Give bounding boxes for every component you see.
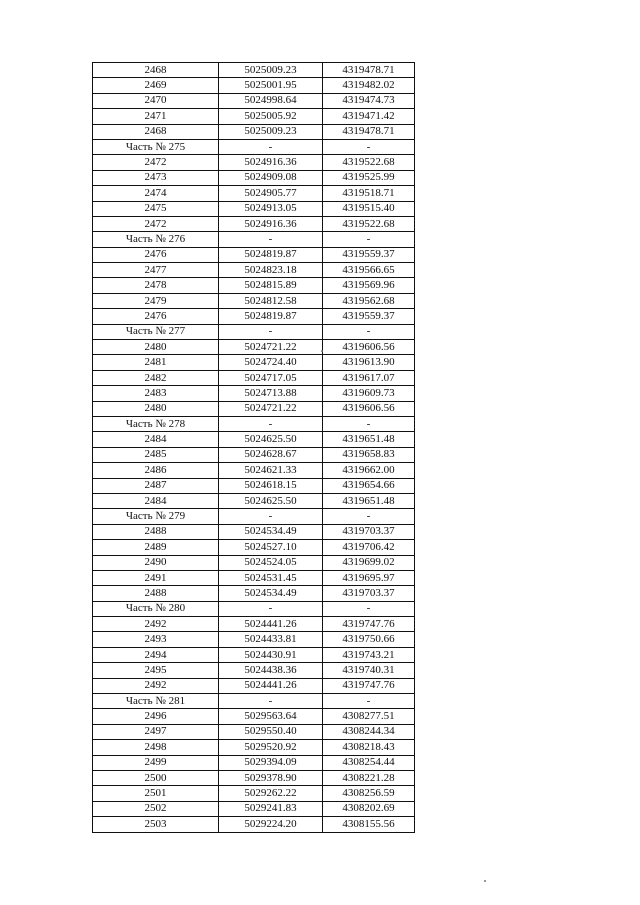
y-coordinate-cell: 4319606.56 bbox=[323, 340, 415, 355]
table-row bbox=[93, 786, 415, 801]
point-number-cell: 2501 bbox=[93, 786, 219, 801]
point-number-cell: Часть № 280 bbox=[93, 601, 219, 616]
x-coordinate-cell: 5024531.45 bbox=[219, 570, 323, 585]
point-number-cell: 2482 bbox=[93, 370, 219, 385]
point-number-cell: 2470 bbox=[93, 93, 219, 108]
point-number-cell: 2480 bbox=[93, 401, 219, 416]
table-row bbox=[93, 124, 415, 139]
point-number-cell: 2468 bbox=[93, 63, 219, 78]
table-row bbox=[93, 755, 415, 770]
y-coordinate-cell: 4319474.73 bbox=[323, 93, 415, 108]
x-coordinate-cell: 5029394.09 bbox=[219, 755, 323, 770]
point-number-cell: 2488 bbox=[93, 524, 219, 539]
table-row bbox=[93, 186, 415, 201]
x-coordinate-cell: 5024441.26 bbox=[219, 617, 323, 632]
x-coordinate-cell: 5024441.26 bbox=[219, 678, 323, 693]
y-coordinate-cell: 4319478.71 bbox=[323, 63, 415, 78]
x-coordinate-cell: 5024905.77 bbox=[219, 186, 323, 201]
point-number-cell: 2498 bbox=[93, 740, 219, 755]
table-row bbox=[93, 416, 415, 431]
y-coordinate-cell: 4319562.68 bbox=[323, 293, 415, 308]
x-coordinate-cell: 5029262.22 bbox=[219, 786, 323, 801]
x-coordinate-cell: 5024815.89 bbox=[219, 278, 323, 293]
y-coordinate-cell: 4319651.48 bbox=[323, 493, 415, 508]
point-number-cell: 2474 bbox=[93, 186, 219, 201]
point-number-cell: 2475 bbox=[93, 201, 219, 216]
x-coordinate-cell: - bbox=[219, 509, 323, 524]
y-coordinate-cell: 4308254.44 bbox=[323, 755, 415, 770]
x-coordinate-cell: 5024621.33 bbox=[219, 463, 323, 478]
table-row bbox=[93, 278, 415, 293]
table-row bbox=[93, 355, 415, 370]
y-coordinate-cell: 4308256.59 bbox=[323, 786, 415, 801]
table-row bbox=[93, 770, 415, 785]
y-coordinate-cell: 4319651.48 bbox=[323, 432, 415, 447]
table-row bbox=[93, 109, 415, 124]
y-coordinate-cell: 4319662.00 bbox=[323, 463, 415, 478]
x-coordinate-cell: 5024625.50 bbox=[219, 493, 323, 508]
table-row bbox=[93, 447, 415, 462]
point-number-cell: 2489 bbox=[93, 540, 219, 555]
y-coordinate-cell: 4319525.99 bbox=[323, 170, 415, 185]
table-row bbox=[93, 540, 415, 555]
point-number-cell: 2480 bbox=[93, 340, 219, 355]
table-row bbox=[93, 370, 415, 385]
x-coordinate-cell: - bbox=[219, 232, 323, 247]
y-coordinate-cell: 4319559.37 bbox=[323, 247, 415, 262]
table-row bbox=[93, 617, 415, 632]
y-coordinate-cell: 4319569.96 bbox=[323, 278, 415, 293]
table-row bbox=[93, 232, 415, 247]
x-coordinate-cell: 5025005.92 bbox=[219, 109, 323, 124]
x-coordinate-cell: 5029224.20 bbox=[219, 817, 323, 832]
y-coordinate-cell: 4308277.51 bbox=[323, 709, 415, 724]
point-number-cell: 2476 bbox=[93, 247, 219, 262]
table-row bbox=[93, 463, 415, 478]
y-coordinate-cell: 4319471.42 bbox=[323, 109, 415, 124]
y-coordinate-cell: 4319566.65 bbox=[323, 263, 415, 278]
y-coordinate-cell: 4308202.69 bbox=[323, 801, 415, 816]
y-coordinate-cell: 4308218.43 bbox=[323, 740, 415, 755]
point-number-cell: Часть № 278 bbox=[93, 416, 219, 431]
table-row bbox=[93, 78, 415, 93]
y-coordinate-cell: 4319522.68 bbox=[323, 155, 415, 170]
table-row bbox=[93, 293, 415, 308]
point-number-cell: Часть № 276 bbox=[93, 232, 219, 247]
y-coordinate-cell: 4319522.68 bbox=[323, 216, 415, 231]
table-row bbox=[93, 586, 415, 601]
point-number-cell: 2487 bbox=[93, 478, 219, 493]
x-coordinate-cell: 5025009.23 bbox=[219, 124, 323, 139]
x-coordinate-cell: 5024625.50 bbox=[219, 432, 323, 447]
table-row bbox=[93, 401, 415, 416]
y-coordinate-cell: 4319613.90 bbox=[323, 355, 415, 370]
point-number-cell: 2469 bbox=[93, 78, 219, 93]
table-row bbox=[93, 509, 415, 524]
point-number-cell: 2477 bbox=[93, 263, 219, 278]
y-coordinate-cell: 4308155.56 bbox=[323, 817, 415, 832]
point-number-cell: 2490 bbox=[93, 555, 219, 570]
scan-speck bbox=[484, 880, 486, 882]
y-coordinate-cell: 4319518.71 bbox=[323, 186, 415, 201]
y-coordinate-cell: - bbox=[323, 139, 415, 154]
y-coordinate-cell: 4319743.21 bbox=[323, 647, 415, 662]
x-coordinate-cell: 5024913.05 bbox=[219, 201, 323, 216]
y-coordinate-cell: - bbox=[323, 694, 415, 709]
table-row bbox=[93, 478, 415, 493]
point-number-cell: 2488 bbox=[93, 586, 219, 601]
x-coordinate-cell: 5024916.36 bbox=[219, 155, 323, 170]
x-coordinate-cell: 5024721.22 bbox=[219, 340, 323, 355]
x-coordinate-cell: 5024812.58 bbox=[219, 293, 323, 308]
y-coordinate-cell: 4319654.66 bbox=[323, 478, 415, 493]
point-number-cell: Часть № 279 bbox=[93, 509, 219, 524]
y-coordinate-cell: 4319747.76 bbox=[323, 617, 415, 632]
x-coordinate-cell: - bbox=[219, 601, 323, 616]
point-number-cell: 2503 bbox=[93, 817, 219, 832]
point-number-cell: 2496 bbox=[93, 709, 219, 724]
point-number-cell: 2484 bbox=[93, 493, 219, 508]
x-coordinate-cell: - bbox=[219, 139, 323, 154]
point-number-cell: 2485 bbox=[93, 447, 219, 462]
point-number-cell: 2468 bbox=[93, 124, 219, 139]
y-coordinate-cell: 4319747.76 bbox=[323, 678, 415, 693]
x-coordinate-cell: 5024527.10 bbox=[219, 540, 323, 555]
point-number-cell: Часть № 277 bbox=[93, 324, 219, 339]
point-number-cell: 2486 bbox=[93, 463, 219, 478]
x-coordinate-cell: 5025009.23 bbox=[219, 63, 323, 78]
table-row bbox=[93, 63, 415, 78]
point-number-cell: 2484 bbox=[93, 432, 219, 447]
y-coordinate-cell: - bbox=[323, 232, 415, 247]
table-row bbox=[93, 263, 415, 278]
point-number-cell: 2479 bbox=[93, 293, 219, 308]
table-row bbox=[93, 663, 415, 678]
scan-speck bbox=[321, 350, 323, 352]
y-coordinate-cell: 4319703.37 bbox=[323, 524, 415, 539]
x-coordinate-cell: 5024713.88 bbox=[219, 386, 323, 401]
table-row bbox=[93, 570, 415, 585]
point-number-cell: 2476 bbox=[93, 309, 219, 324]
point-number-cell: 2492 bbox=[93, 617, 219, 632]
x-coordinate-cell: 5029520.92 bbox=[219, 740, 323, 755]
table-row bbox=[93, 524, 415, 539]
y-coordinate-cell: - bbox=[323, 601, 415, 616]
x-coordinate-cell: 5029563.64 bbox=[219, 709, 323, 724]
point-number-cell: 2481 bbox=[93, 355, 219, 370]
point-number-cell: Часть № 275 bbox=[93, 139, 219, 154]
point-number-cell: 2473 bbox=[93, 170, 219, 185]
table-row bbox=[93, 324, 415, 339]
x-coordinate-cell: - bbox=[219, 416, 323, 431]
x-coordinate-cell: 5024438.36 bbox=[219, 663, 323, 678]
table-row bbox=[93, 309, 415, 324]
point-number-cell: 2483 bbox=[93, 386, 219, 401]
table-row bbox=[93, 817, 415, 832]
coordinates-table bbox=[92, 62, 415, 833]
point-number-cell: 2492 bbox=[93, 678, 219, 693]
x-coordinate-cell: 5024534.49 bbox=[219, 586, 323, 601]
table-row bbox=[93, 601, 415, 616]
point-number-cell: Часть № 281 bbox=[93, 694, 219, 709]
point-number-cell: 2499 bbox=[93, 755, 219, 770]
x-coordinate-cell: - bbox=[219, 694, 323, 709]
coordinates-table-body bbox=[93, 63, 415, 833]
point-number-cell: 2494 bbox=[93, 647, 219, 662]
point-number-cell: 2500 bbox=[93, 770, 219, 785]
x-coordinate-cell: 5029550.40 bbox=[219, 724, 323, 739]
y-coordinate-cell: 4319478.71 bbox=[323, 124, 415, 139]
y-coordinate-cell: 4319695.97 bbox=[323, 570, 415, 585]
y-coordinate-cell: 4308221.28 bbox=[323, 770, 415, 785]
x-coordinate-cell: 5024721.22 bbox=[219, 401, 323, 416]
x-coordinate-cell: 5024819.87 bbox=[219, 309, 323, 324]
table-row bbox=[93, 740, 415, 755]
y-coordinate-cell: - bbox=[323, 509, 415, 524]
x-coordinate-cell: 5024628.67 bbox=[219, 447, 323, 462]
y-coordinate-cell: 4319699.02 bbox=[323, 555, 415, 570]
y-coordinate-cell: - bbox=[323, 416, 415, 431]
table-row bbox=[93, 93, 415, 108]
y-coordinate-cell: 4319606.56 bbox=[323, 401, 415, 416]
point-number-cell: 2491 bbox=[93, 570, 219, 585]
x-coordinate-cell: 5024618.15 bbox=[219, 478, 323, 493]
y-coordinate-cell: 4319609.73 bbox=[323, 386, 415, 401]
table-row bbox=[93, 493, 415, 508]
table-row bbox=[93, 340, 415, 355]
table-row bbox=[93, 647, 415, 662]
table-row bbox=[93, 216, 415, 231]
table-row bbox=[93, 801, 415, 816]
point-number-cell: 2471 bbox=[93, 109, 219, 124]
y-coordinate-cell: 4319703.37 bbox=[323, 586, 415, 601]
table-row bbox=[93, 155, 415, 170]
table-row bbox=[93, 694, 415, 709]
y-coordinate-cell: 4319482.02 bbox=[323, 78, 415, 93]
x-coordinate-cell: 5024724.40 bbox=[219, 355, 323, 370]
x-coordinate-cell: 5024534.49 bbox=[219, 524, 323, 539]
table-row bbox=[93, 709, 415, 724]
x-coordinate-cell: 5024717.05 bbox=[219, 370, 323, 385]
point-number-cell: 2472 bbox=[93, 155, 219, 170]
point-number-cell: 2472 bbox=[93, 216, 219, 231]
y-coordinate-cell: - bbox=[323, 324, 415, 339]
point-number-cell: 2502 bbox=[93, 801, 219, 816]
y-coordinate-cell: 4308244.34 bbox=[323, 724, 415, 739]
x-coordinate-cell: 5024430.91 bbox=[219, 647, 323, 662]
table-row bbox=[93, 724, 415, 739]
y-coordinate-cell: 4319515.40 bbox=[323, 201, 415, 216]
point-number-cell: 2478 bbox=[93, 278, 219, 293]
table-row bbox=[93, 678, 415, 693]
y-coordinate-cell: 4319750.66 bbox=[323, 632, 415, 647]
point-number-cell: 2493 bbox=[93, 632, 219, 647]
table-row bbox=[93, 247, 415, 262]
table-row bbox=[93, 201, 415, 216]
x-coordinate-cell: 5024819.87 bbox=[219, 247, 323, 262]
point-number-cell: 2495 bbox=[93, 663, 219, 678]
table-row bbox=[93, 170, 415, 185]
x-coordinate-cell: 5024909.08 bbox=[219, 170, 323, 185]
x-coordinate-cell: 5029378.90 bbox=[219, 770, 323, 785]
y-coordinate-cell: 4319658.83 bbox=[323, 447, 415, 462]
x-coordinate-cell: 5024823.18 bbox=[219, 263, 323, 278]
x-coordinate-cell: 5025001.95 bbox=[219, 78, 323, 93]
y-coordinate-cell: 4319706.42 bbox=[323, 540, 415, 555]
x-coordinate-cell: 5024433.81 bbox=[219, 632, 323, 647]
table-row bbox=[93, 432, 415, 447]
y-coordinate-cell: 4319617.07 bbox=[323, 370, 415, 385]
point-number-cell: 2497 bbox=[93, 724, 219, 739]
y-coordinate-cell: 4319740.31 bbox=[323, 663, 415, 678]
table-row bbox=[93, 555, 415, 570]
x-coordinate-cell: 5029241.83 bbox=[219, 801, 323, 816]
table-row bbox=[93, 139, 415, 154]
x-coordinate-cell: - bbox=[219, 324, 323, 339]
x-coordinate-cell: 5024998.64 bbox=[219, 93, 323, 108]
x-coordinate-cell: 5024524.05 bbox=[219, 555, 323, 570]
y-coordinate-cell: 4319559.37 bbox=[323, 309, 415, 324]
table-row bbox=[93, 386, 415, 401]
x-coordinate-cell: 5024916.36 bbox=[219, 216, 323, 231]
table-row bbox=[93, 632, 415, 647]
